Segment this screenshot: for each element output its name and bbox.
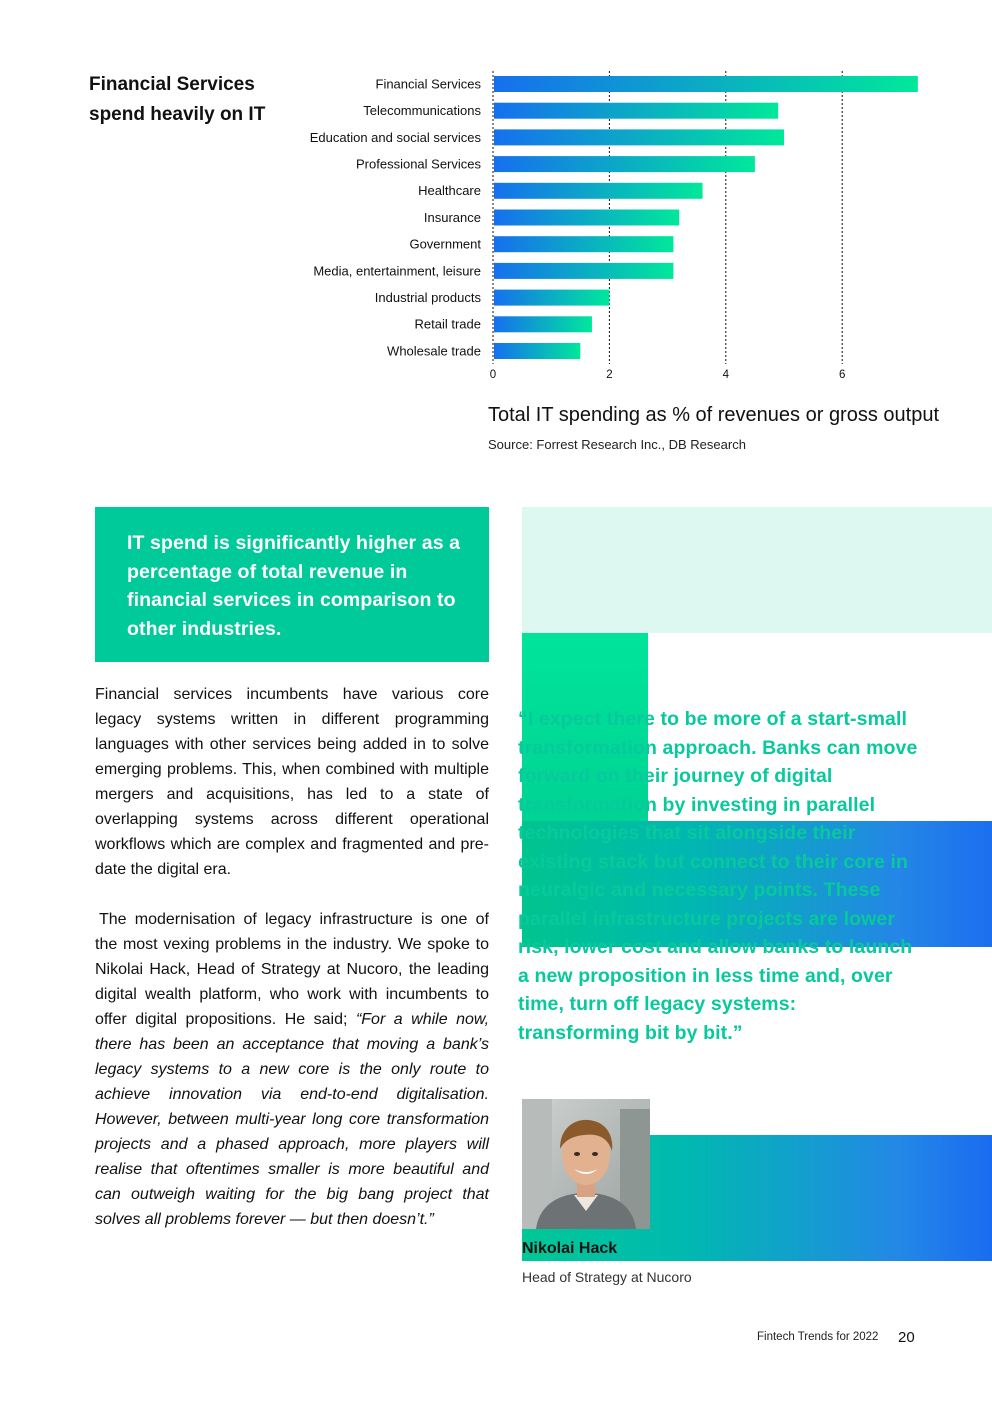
chart-x-tick-label: 6 — [838, 369, 846, 381]
body-paragraph-2-text: The modernisation of legacy infrastructure is one of the most vexing problems in the industry. We spoke to Nikolai Hack, Head of Strategy at Nucoro, the leading digital wealth platform, who work with incumbents to offer digital propositions. He said; — [95, 911, 489, 1028]
chart-bar — [494, 156, 755, 172]
body-text — [95, 682, 489, 1232]
chart-x-tick-label: 0 — [489, 369, 497, 381]
body-paragraph-2-quote: “For a while now, there has been an acceptance that moving a bank’s legacy systems to a new core is the only route to achieve innovation via end-to-end digitalisation. However, between multi-year long core transformation projects and a phased approach, more players will realise that oftentimes smaller is more beautiful and can outweigh waiting for the big bang project that solves all problems forever — but then doesn’t.” — [95, 1011, 490, 1228]
person-name: Nikolai Hack — [522, 1240, 618, 1257]
chart-source: Source: Forrest Research Inc., DB Research — [488, 437, 746, 452]
chart-bar — [494, 263, 673, 279]
chart-category-label: Media, entertainment, leisure — [313, 263, 481, 279]
chart-bar — [494, 129, 784, 145]
chart-category-label: Government — [409, 236, 481, 252]
chart-category-label: Retail trade — [414, 316, 481, 332]
chart-category-label: Financial Services — [375, 76, 481, 92]
body-paragraph-2 — [95, 907, 489, 1232]
chart-bar — [494, 103, 778, 119]
highlight-text: IT spend is significantly higher as a percentage of total revenue in financial services in comparison to other industries. — [127, 532, 461, 640]
chart-bar — [494, 343, 580, 359]
person-role: Head of Strategy at Nucoro — [522, 1269, 692, 1285]
chart-bar — [494, 210, 679, 226]
body-paragraph-1: Financial services incumbents have various core legacy systems written in different programming languages with other services being added in to solve emerging problems. This, when combined with multiple mergers and acquisitions, has led to a state of overlapping systems across different operational workflows which are complex and fragmented and pre-date the digital era. — [95, 686, 489, 878]
it-spending-bar-chart — [290, 66, 990, 386]
chart-category-label: Telecommunications — [363, 103, 481, 119]
chart-category-label: Professional Services — [356, 156, 481, 172]
chart-title: Total IT spending as % of revenues or gross output — [488, 404, 940, 426]
portrait-photo — [522, 1099, 650, 1229]
page-number: 20 — [898, 1329, 915, 1346]
chart-bar — [494, 316, 592, 332]
chart-bar — [494, 290, 609, 306]
highlight-box — [95, 507, 489, 662]
chart-bar — [494, 183, 703, 199]
chart-side-heading: Financial Services spend heavily on IT — [89, 74, 266, 125]
pull-quote: “I expect there to be more of a start-small transformation approach. Banks can move forward on their journey of digital transformation by investing in parallel technologies that sit alongside their existing stack but connect to their core in neuralgic and necessary points. These parallel infrastructure projects are lower risk, lower cost and allow banks to launch a new proposition in less time and, over time, turn off legacy systems: transforming bit by bit.” — [518, 708, 918, 1044]
chart-x-tick-label: 4 — [722, 369, 730, 381]
chart-category-label: Healthcare — [418, 183, 481, 199]
chart-bar — [494, 236, 673, 252]
chart-bar — [494, 76, 918, 92]
chart-category-label: Insurance — [423, 209, 481, 225]
chart-x-tick-label: 2 — [606, 369, 613, 381]
decorative-mint-block — [522, 507, 992, 633]
chart-category-label: Education and social services — [309, 129, 481, 145]
portrait-illustration — [522, 1099, 650, 1229]
chart-category-label: Wholesale trade — [387, 343, 481, 359]
chart-category-label: Industrial products — [374, 290, 481, 306]
footer-publication-label: Fintech Trends for 2022 — [757, 1331, 879, 1343]
